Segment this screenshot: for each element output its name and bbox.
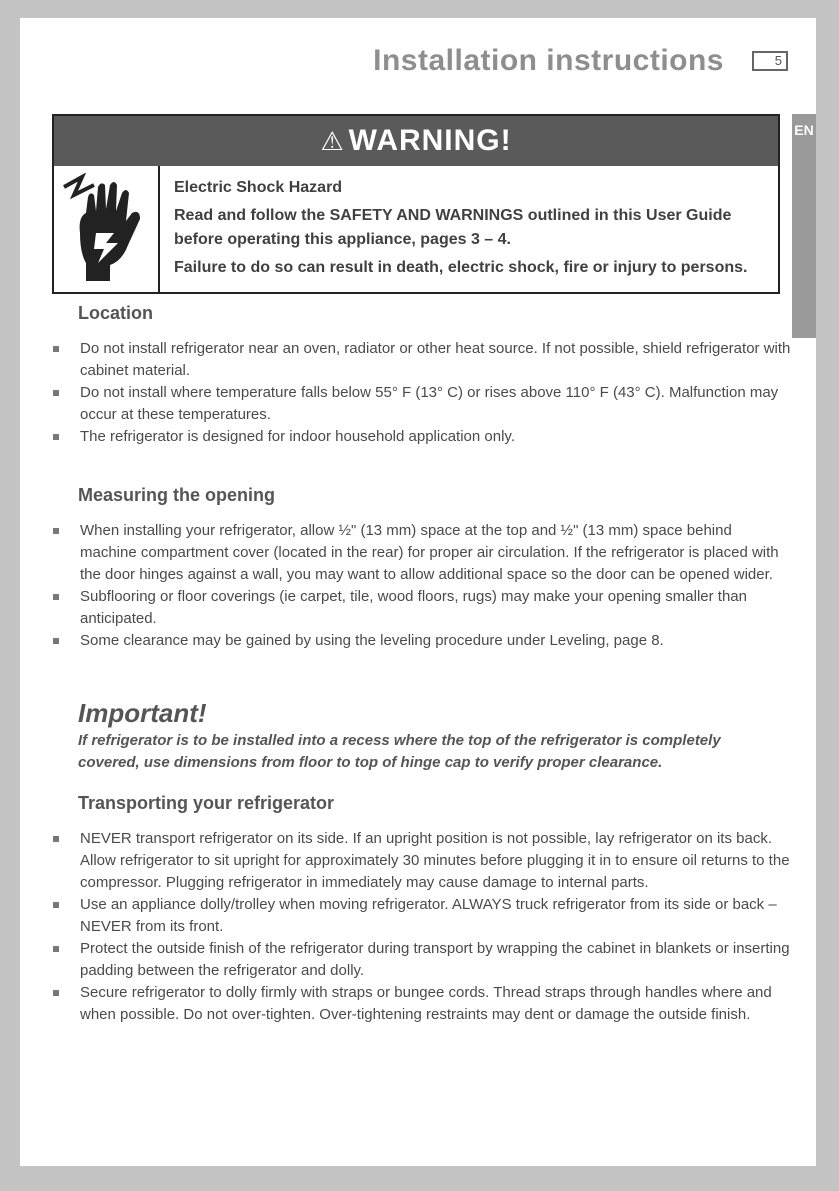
list-item: Use an appliance dolly/trolley when moving refrigerator. ALWAYS truck refrigerator from its side or back – NEVER from its front. [46,894,792,938]
hazard-title: Electric Shock Hazard [174,179,343,196]
list-item: Secure refrigerator to dolly firmly with straps or bungee cords. Thread straps through handles where and when possible. Do not over-tighten. Over-tightening restraints may dent or damage the outside finish. [46,982,792,1026]
location-section [46,303,792,448]
page-number: 5 [752,51,788,71]
list-item: Do not install refrigerator near an oven, radiator or other heat source. If not possible, shield refrigerator with cabinet material. [46,338,792,382]
list-item: Do not install where temperature falls below 55° F (13° C) or rises above 110° F (43° C). Malfunction may occur at these temperatures. [46,382,792,426]
transporting-section [46,793,792,1026]
page-title: Installation instructions [373,44,724,77]
list-item: The refrigerator is designed for indoor household application only. [46,426,792,448]
measuring-heading: Measuring the opening [78,485,276,505]
list-item: NEVER transport refrigerator on its side. If an upright position is not possible, lay refrigerator on its back. Allow refrigerator to sit upright for approximately 30 minutes before plugging it in to ensure oil returns to the compressor. Plugging refrigerator in immediately may cause damage to internal parts. [46,828,792,894]
list-item: Subflooring or floor coverings (ie carpet, tile, wood floors, rugs) may make your opening smaller than anticipated. [46,586,792,630]
important-heading: Important! [78,698,207,728]
electric-shock-hand-icon [54,166,160,292]
warning-heading: WARNING! [348,124,512,157]
manual-page [20,18,816,1166]
measuring-section [46,485,792,652]
warning-box [52,114,780,294]
warning-banner [54,116,778,166]
transporting-heading: Transporting your refrigerator [78,793,335,813]
list-item: Protect the outside finish of the refrigerator during transport by wrapping the cabinet in blankets or inserting padding between the refrigerator and dolly. [46,938,792,982]
important-text: If refrigerator is to be installed into a recess where the top of the refrigerator is completely covered, use dimensions from floor to top of hinge cap to verify proper clearance. [78,732,721,771]
list-item: Some clearance may be gained by using the leveling procedure under Leveling, page 8. [46,630,792,652]
language-tab: EN [792,114,816,338]
warning-instruction: Read and follow the SAFETY AND WARNINGS outlined in this User Guide before operating this appliance, pages 3 – 4. [174,207,732,248]
warning-triangle-icon: ⚠ [320,126,345,156]
warning-consequence: Failure to do so can result in death, electric shock, fire or injury to persons. [174,259,748,276]
important-note [78,698,776,774]
location-heading: Location [78,303,153,323]
list-item: When installing your refrigerator, allow ½" (13 mm) space at the top and ½" (13 mm) space behind machine compartment cover (located in the rear) for proper air circulation. If the refrigerator is placed with the door hinges against a wall, you may want to allow additional space so the door can be opened wider. [46,520,792,586]
